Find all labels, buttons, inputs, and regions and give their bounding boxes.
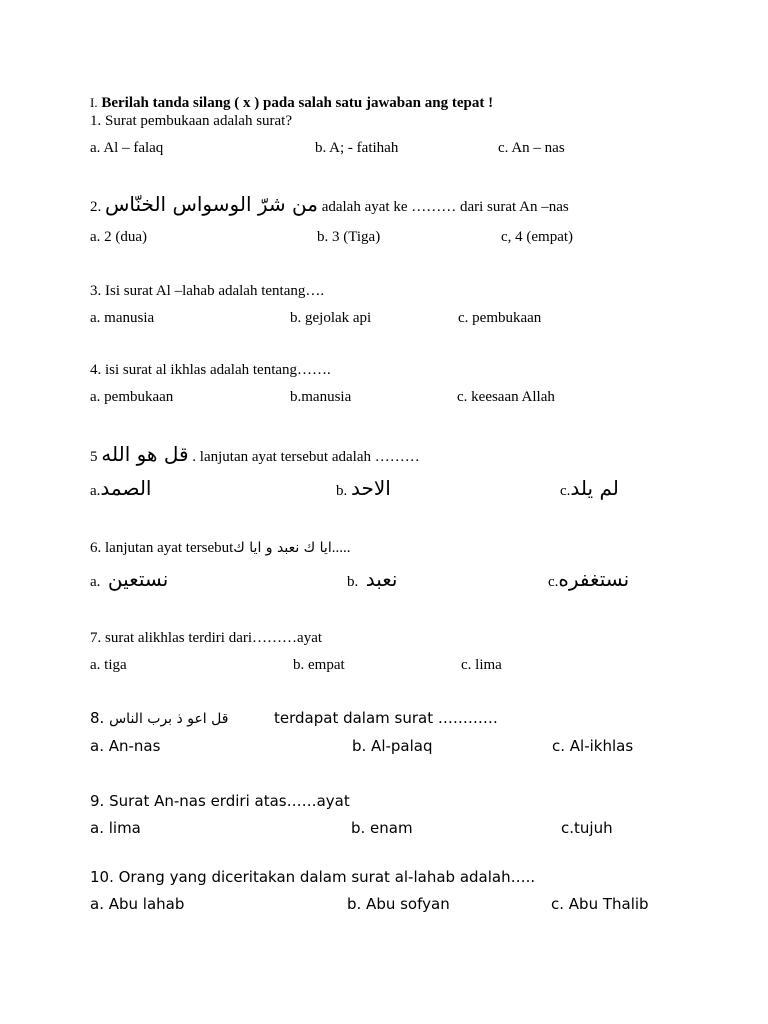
q5-option-b-arabic: الاحد xyxy=(351,476,391,500)
q5-option-a-arabic: الصمد xyxy=(100,476,152,500)
instruction-roman: I. xyxy=(90,95,98,110)
q1-option-b: b. A; - fatihah xyxy=(315,140,399,156)
question-8 xyxy=(90,709,498,727)
q9-option-c: c.tujuh xyxy=(561,819,613,837)
question-4: 4. isi surat al ikhlas adalah tentang……. xyxy=(90,362,331,378)
q5-option-a xyxy=(90,476,151,500)
q6-option-a-label: a. xyxy=(90,574,101,590)
q9-option-b: b. enam xyxy=(351,819,413,837)
question-7: 7. surat alikhlas terdiri dari………ayat xyxy=(90,630,323,646)
q2-arabic: من شرّ الوسواس الخنّاس xyxy=(105,192,318,216)
q5-number: 5 xyxy=(90,449,98,465)
question-5 xyxy=(90,442,420,466)
q5-option-c-arabic: لم يلد xyxy=(570,476,619,500)
q1-option-a: a. Al – falaq xyxy=(90,140,164,156)
q3-option-b: b. gejolak api xyxy=(290,310,372,326)
q5-option-a-label: a. xyxy=(90,483,101,499)
q5-text: . lanjutan ayat tersebut adalah ……… xyxy=(192,449,420,465)
q6-option-a xyxy=(90,567,168,591)
q7-option-c: c. lima xyxy=(461,657,502,673)
q6-option-c-arabic: نستغفره xyxy=(558,567,630,591)
q6-suffix: ..... xyxy=(331,540,351,556)
q6-text: 6. lanjutan ayat tersebut xyxy=(90,540,234,556)
question-6 xyxy=(90,540,350,557)
q8-arabic: قل اعو ذ برب الناس xyxy=(109,711,229,727)
q5-arabic: قل هو الله xyxy=(101,442,189,466)
q2-option-a: a. 2 (dua) xyxy=(90,229,148,245)
q6-option-b-label: b. xyxy=(347,574,359,590)
q3-option-c: c. pembukaan xyxy=(458,310,542,326)
q1-option-c: c. An – nas xyxy=(498,140,565,156)
q8-option-c: c. Al-ikhlas xyxy=(552,737,634,755)
question-1: 1. Surat pembukaan adalah surat? xyxy=(90,113,293,129)
q4-option-a: a. pembukaan xyxy=(90,389,174,405)
q10-option-b: b. Abu sofyan xyxy=(347,895,450,913)
question-9: 9. Surat An-nas erdiri atas……ayat xyxy=(90,792,350,810)
q6-option-b xyxy=(347,567,398,591)
q5-option-c-label: c. xyxy=(560,483,571,499)
q6-option-a-arabic: نستعين xyxy=(107,567,169,591)
q6-option-c xyxy=(548,567,629,591)
q5-option-c xyxy=(560,476,619,500)
q7-option-b: b. empat xyxy=(293,657,345,673)
q8-number: 8. xyxy=(90,709,105,727)
q6-option-c-label: c. xyxy=(548,574,559,590)
question-2 xyxy=(90,192,569,216)
instruction-text: Berilah tanda silang ( x ) pada salah satu jawaban ang tepat ! xyxy=(101,95,494,111)
q5-option-b-label: b. xyxy=(336,483,348,499)
question-3: 3. Isi surat Al –lahab adalah tentang…. xyxy=(90,283,325,299)
question-10: 10. Orang yang diceritakan dalam surat al-lahab adalah….. xyxy=(90,868,536,886)
q10-option-c: c. Abu Thalib xyxy=(551,895,649,913)
q2-option-c: c, 4 (empat) xyxy=(501,229,574,245)
q8-option-b: b. Al-palaq xyxy=(352,737,433,755)
q9-option-a: a. lima xyxy=(90,819,141,837)
q6-arabic: ايا ك نعبد و ايا ك xyxy=(233,540,332,556)
q6-option-b-arabic: نعبد xyxy=(365,567,398,591)
q2-number: 2. xyxy=(90,199,102,215)
q5-option-b xyxy=(336,476,391,500)
q2-text: adalah ayat ke ……… dari surat An –nas xyxy=(321,199,569,215)
q4-option-c: c. keesaan Allah xyxy=(457,389,555,405)
q3-option-a: a. manusia xyxy=(90,310,155,326)
q8-option-a: a. An-nas xyxy=(90,737,161,755)
q7-option-a: a. tiga xyxy=(90,657,127,673)
q4-option-b: b.manusia xyxy=(290,389,352,405)
instruction xyxy=(90,95,493,112)
q10-option-a: a. Abu lahab xyxy=(90,895,185,913)
q2-option-b: b. 3 (Tiga) xyxy=(317,229,381,245)
q8-text: terdapat dalam surat ………… xyxy=(274,709,498,727)
